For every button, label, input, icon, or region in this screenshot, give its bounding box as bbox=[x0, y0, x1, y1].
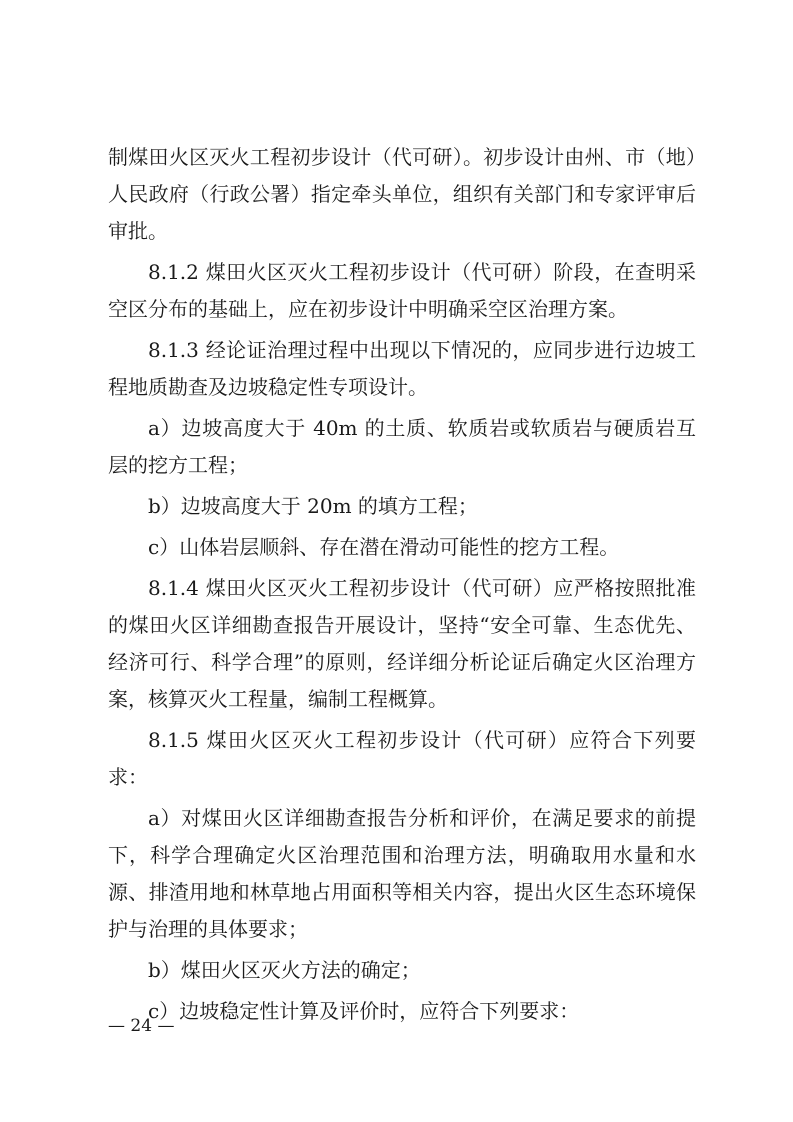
paragraph-8-1-5: 8.1.5 煤田火区灭火工程初步设计（代可研）应符合下列要求： bbox=[108, 728, 696, 789]
list-item-a-excavation: a）边坡高度大于 40m 的土质、软质岩或软质岩与硬质岩互层的挖方工程； bbox=[108, 416, 696, 477]
paragraph-8-1-3: 8.1.3 经论证治理过程中出现以下情况的，应同步进行边坡工程地质勘查及边坡稳定性专项设计。 bbox=[108, 338, 696, 399]
body-text bbox=[108, 139, 696, 1034]
list-item-a-analysis: a）对煤田火区详细勘查报告分析和评价，在满足要求的前提下，科学合理确定火区治理范围和治理方法，明确取用水量和水源、排渣用地和林草地占用面积等相关内容，提出火区生态环境保护与治理的具体要求； bbox=[108, 806, 696, 941]
list-item-b-fill: b）边坡高度大于 20m 的填方工程； bbox=[148, 494, 478, 518]
list-item-c-slope: c）山体岩层顺斜、存在潜在滑动可能性的挖方工程。 bbox=[148, 535, 620, 559]
paragraph-8-1-4: 8.1.4 煤田火区灭火工程初步设计（代可研）应严格按照批准的煤田火区详细勘查报告开展设计，坚持“安全可靠、生态优先、经济可行、科学合理”的原则，经详细分析论证后确定火区治理方案，核算灭火工程量，编制工程概算。 bbox=[108, 576, 696, 711]
paragraph-8-1-2: 8.1.2 煤田火区灭火工程初步设计（代可研）阶段，在查明采空区分布的基础上，应在初步设计中明确采空区治理方案。 bbox=[108, 260, 696, 321]
paragraph-continuation: 制煤田火区灭火工程初步设计（代可研）。初步设计由州、市（地）人民政府（行政公署）指定牵头单位，组织有关部门和专家评审后审批。 bbox=[108, 145, 696, 243]
page-number: — 24 — bbox=[108, 1016, 175, 1036]
list-item-b-method: b）煤田火区灭火方法的确定； bbox=[148, 958, 421, 982]
list-item-c-stability: c）边坡稳定性计算及评价时，应符合下列要求： bbox=[148, 999, 580, 1023]
